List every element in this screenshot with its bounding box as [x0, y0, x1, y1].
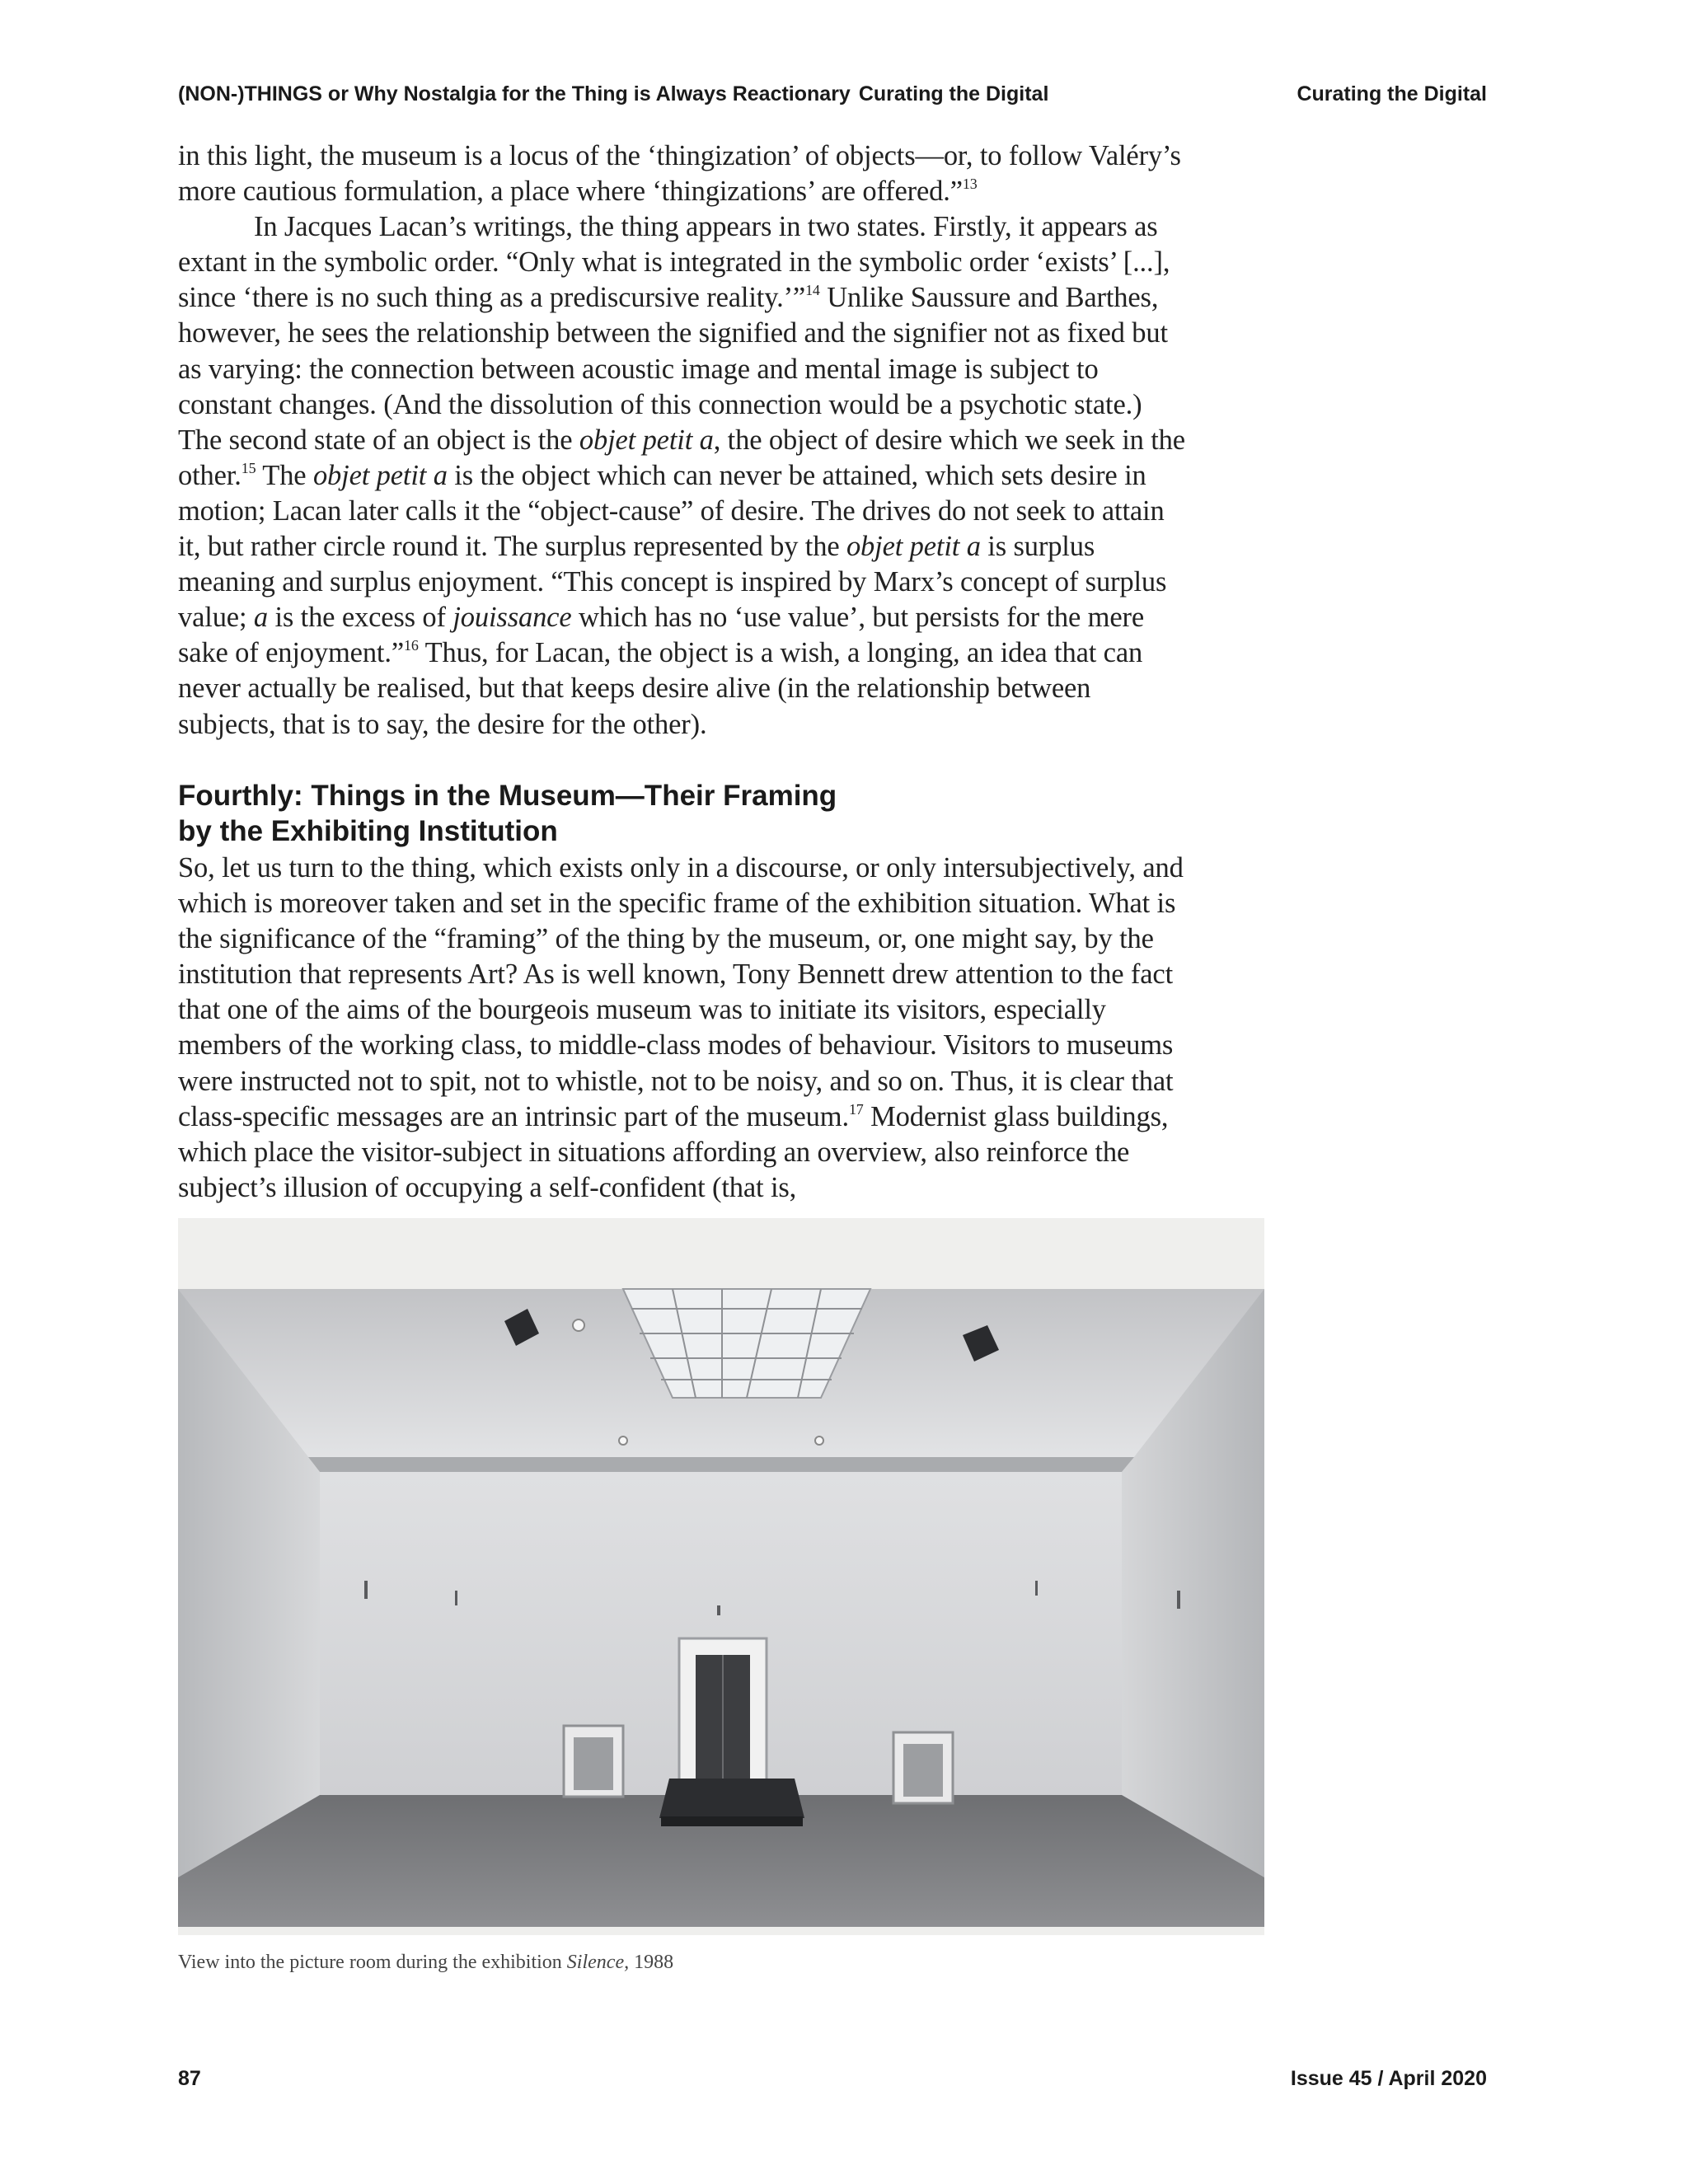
paragraph-2-text-a: In Jacques Lacan’s writings, the thing appears in two states. Firstly, it appears as extant in the symbolic order. “Only what is integrated in the symbolic order ‘exists’ [...], since ‘there is no such thing as a prediscursive reality.’” [178, 211, 1170, 314]
header-journal-title: Curating the Digital [1296, 82, 1487, 105]
body-text-block [178, 138, 1192, 743]
caption-year: 1988 [629, 1952, 674, 1973]
bench [659, 1779, 804, 1818]
running-footer [178, 2067, 1487, 2100]
paragraph-2-text-f: is surplus meaning and surplus enjoyment. “This concept is inspired by Marx’s concept of surplus value; [178, 531, 1167, 634]
paragraph-2-text-c: , the object of desire which we seek in the other. [178, 424, 1185, 491]
figure-photo-picture-room [178, 1218, 1264, 1935]
page-number: 87 [178, 2067, 201, 2090]
paragraph-2 [178, 209, 1192, 742]
term-objet-petit-a: objet petit a [846, 531, 981, 563]
term-jouissance: jouissance [452, 602, 572, 634]
paragraph-2-text-b: Unlike Saussure and Barthes, however, he sees the relationship between the signified and the signifier not as fixed but as varying: the connection between acoustic image and mental image is subject to constant changes. (And the dissolution of this connection would be a psychotic state.) The second state of an object is the [178, 282, 1168, 456]
section-heading-line-2: by the Exhibiting Institution [178, 815, 558, 847]
paragraph-3-text-b: Modernist glass buildings, which place the visitor-subject in situations affording an overview, also reinforce the subject’s illusion of occupying a self-confident (that is, [178, 1100, 1169, 1203]
running-header [178, 82, 1487, 115]
paragraph-2-text-h: which has no ‘use value’, but persists for the mere sake of enjoyment.” [178, 602, 1144, 669]
caption-text: View into the picture room during the exhibition [178, 1952, 567, 1973]
section-heading-line-1: Fourthly: Things in the Museum—Their Framing [178, 780, 837, 812]
paragraph-2-text-d: The [256, 459, 313, 491]
term-objet-petit-a: objet petit a [312, 459, 448, 491]
paragraph-2-text-g: is the excess of [267, 602, 453, 634]
cornice [308, 1457, 1134, 1472]
paragraph-3 [178, 851, 1192, 1206]
section-heading [178, 778, 1192, 849]
issue-label: Issue 45 / April 2020 [1290, 2067, 1487, 2090]
footnote-ref-13[interactable]: 13 [962, 176, 978, 193]
paragraph-1-text: in this light, the museum is a locus of the ‘thingization’ of objects—or, to follow Valéry’s more cautious formulation, a place where ‘thingizations’ are offered.” [178, 140, 1181, 208]
footnote-ref-14[interactable]: 14 [805, 282, 820, 299]
footnote-ref-15[interactable]: 15 [241, 459, 256, 476]
figure-caption [178, 1952, 673, 1974]
header-left [178, 82, 1048, 106]
paragraph-2-text-e: is the object which can never be attained, which sets desire in motion; Lacan later calls it the “object-cause” of desire. The drives do not seek to attain it, but rather circle round it. The surplus represented by the [178, 459, 1165, 563]
paragraph-2-text-i: Thus, for Lacan, the object is a wish, a longing, an idea that can never actually be realised, but that keeps desire alive (in the relationship between subjects, that is to say, the desire for the other). [178, 637, 1143, 740]
header-journal-inline: Curating the Digital [858, 82, 1049, 105]
term-objet-petit-a: objet petit a [579, 424, 714, 456]
paragraph-3-text-a: So, let us turn to the thing, which exists only in a discourse, or only intersubjectively, and which is moreover taken and set in the specific frame of the exhibition situation. What is the significance of the “framing” of the thing by the museum, or, one might say, by the institution that represents Art? As is well known, Tony Bennett drew attention to the fact that one of the aims of the bourgeois museum was to initiate its visitors, especially members of the working class, to middle-class modes of behaviour. Visitors to museums were instructed not to spit, not to whistle, not to be noisy, and so on. Thus, it is clear that class-specific messages are an intrinsic part of the museum. [178, 852, 1184, 1132]
footnote-ref-17[interactable]: 17 [848, 1100, 864, 1118]
caption-exhibition-title: Silence, [566, 1952, 630, 1973]
header-article-title: (NON-)THINGS or Why Nostalgia for the Thing is Always Reactionary [178, 82, 851, 105]
section-body [178, 851, 1192, 1206]
paragraph-1 [178, 138, 1192, 209]
footnote-ref-16[interactable]: 16 [404, 637, 419, 654]
gallery-room-photo [178, 1218, 1264, 1935]
term-a: a [253, 602, 268, 634]
